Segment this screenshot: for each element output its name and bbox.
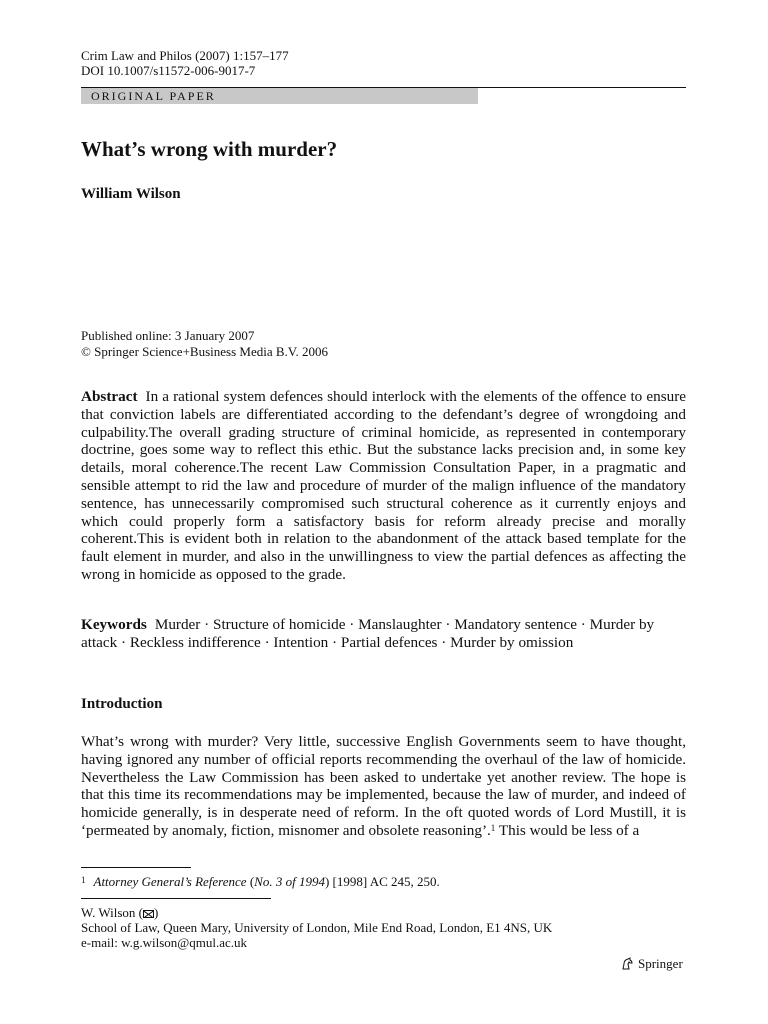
keywords-label: Keywords (81, 616, 147, 633)
keywords-text: Murder · Structure of homicide · Manslaughter · Mandatory sentence · Murder by attack · Reckless indifference · Intention · Partial defences · Murder by omission (81, 616, 655, 651)
abstract (81, 388, 686, 584)
abstract-text: In a rational system defences should interlock with the elements of the offence to ensure that conviction labels are differentiated according to the defendant’s degree of wrongdoing and culpability.The overall grading structure of criminal homicide, as represented in contemporary doctrine, goes some way to reflect this ethic. But the substance lacks precision and, in some key details, moral coherence.The recent Law Commission Consultation Paper, in a pragmatic and sensible attempt to rid the law and procedure of murder of the malign influence of the mandatory sentence, has unnecessarily compromised such structural coherence as it currently enjoys and which could properly form a satisfactory basis for reform already precise and morally coherent.This is evident both in relation to the abandonment of the attack based template for the fault element in murder, and also in the unwillingness to view the partial defences as affecting the wrong in homicide as opposed to the grade. (81, 388, 686, 583)
keywords (81, 616, 686, 652)
article-title: What’s wrong with murder? (81, 137, 338, 161)
footnote-paren: ( (246, 874, 255, 889)
affiliation-name-close: ) (153, 905, 159, 920)
publisher-logo (620, 956, 683, 972)
publication-info (81, 328, 328, 359)
footnote-rule (81, 867, 191, 868)
footnote-reference[interactable]: 1 (490, 822, 496, 833)
footnote-case-title: Attorney General’s Reference (93, 874, 247, 889)
footnote-case-number: No. 3 of 1994 (254, 874, 325, 889)
published-online: Published online: 3 January 2007 (81, 328, 255, 343)
footnote-number: 1 (81, 875, 86, 885)
author-name: William Wilson (81, 186, 181, 202)
affiliation-rule (81, 898, 271, 899)
publisher-name: Springer (638, 956, 683, 971)
introduction-paragraph (81, 733, 686, 840)
introduction-text-continued: This would be less of a (495, 821, 640, 839)
footnote (81, 874, 440, 890)
copyright-line: © Springer Science+Business Media B.V. 2006 (81, 343, 328, 359)
springer-horse-icon (620, 957, 634, 971)
envelope-icon[interactable] (143, 910, 154, 918)
section-band: ORIGINAL PAPER (81, 88, 478, 104)
affiliation-email[interactable]: e-mail: w.g.wilson@qmul.ac.uk (81, 935, 248, 950)
journal-citation (81, 48, 289, 78)
affiliation-name: W. Wilson ( (81, 905, 143, 920)
author-affiliation (81, 905, 552, 950)
abstract-label: Abstract (81, 388, 138, 405)
journal-line: Crim Law and Philos (2007) 1:157–177 (81, 48, 289, 63)
introduction-text: What’s wrong with murder? Very little, successive English Governments seem to have thought, having ignored any number of official reports recommending the overhaul of the law of homicide. Nevertheless the Law Commission has been asked to undertake yet another review. The hope is that this time its recommendations may be implemented, because the law of murder, and indeed of homicide generally, is in desperate need of reform. In the oft quoted words of Lord Mustill, it is ‘permeated by anomaly, fiction, misnomer and obsolete reasoning’. (81, 733, 686, 839)
doi-line: DOI 10.1007/s11572-006-9017-7 (81, 63, 256, 78)
section-heading-introduction: Introduction (81, 696, 163, 712)
affiliation-address: School of Law, Queen Mary, University of London, Mile End Road, London, E1 4NS, UK (81, 920, 553, 935)
footnote-citation: ) [1998] AC 245, 250. (324, 874, 440, 889)
